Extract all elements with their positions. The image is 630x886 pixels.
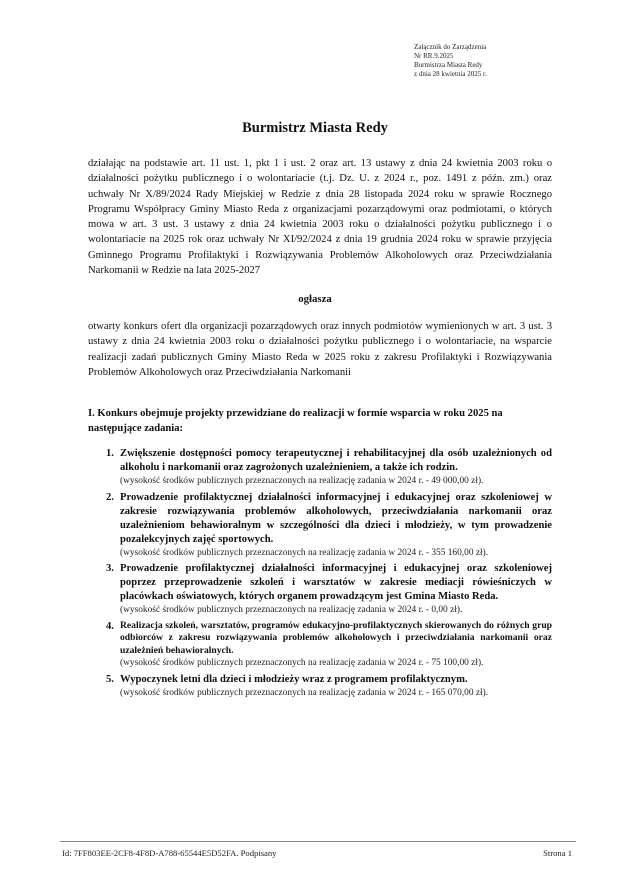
document-id: Id: 7FF803EE-2CF8-4F8D-A788-65544E5D52FA. Podpisany bbox=[62, 848, 277, 858]
task-item bbox=[106, 620, 552, 670]
task-item bbox=[106, 673, 552, 700]
page-number: Strona 1 bbox=[543, 848, 572, 858]
task-number: 5. bbox=[106, 673, 114, 685]
contest-paragraph: otwarty konkurs ofert dla organizacji pozarządowych oraz innych podmiotów wymienionych w art. 3 ust. 3 ustawy z dnia 24 kwietnia 2003 roku o działalności pożytku publicznego i o wolontariacie, na wsparcie realizacji zadań publicznych Gminy Miasto Reda w 2025 roku z zakresu Profilaktyki i Rozwiązywania Problemów Alkoholowych oraz Przeciwdziałania Narkomanii bbox=[88, 321, 552, 378]
task-item bbox=[106, 491, 552, 560]
task-item bbox=[106, 562, 552, 617]
task-funding: (wysokość środków publicznych przeznaczonych na realizację zadania w 2024 r. - 165 070,00 zł). bbox=[120, 687, 489, 698]
announce-heading: ogłasza bbox=[298, 293, 332, 305]
footer-divider bbox=[60, 841, 576, 842]
document-title: Burmistrz Miasta Redy bbox=[242, 120, 388, 136]
task-title: Wypoczynek letni dla dzieci i młodzieży wraz z programem profilaktycznym. bbox=[120, 673, 468, 685]
task-funding: (wysokość środków publicznych przeznaczonych na realizację zadania w 2024 r. - 49 000,00 zł). bbox=[120, 476, 484, 486]
task-funding: (wysokość środków publicznych przeznaczonych na realizację zadania w 2024 r. - 0,00 zł). bbox=[120, 605, 463, 615]
section-heading: I. Konkurs obejmuje projekty przewidziane do realizacji w formie wsparcia w roku 2025 na następujące zadania: bbox=[88, 408, 503, 434]
task-number: 4. bbox=[106, 620, 114, 632]
task-number: 1. bbox=[106, 448, 114, 459]
task-title: Prowadzenie profilaktycznej działalności informacyjnej i edukacyjnej oraz szkoleniowej poprzez przeprowadzenie szkoleń i warsztatów w zakresie mediacji rówieśniczych w placówkach oświatowych, których organem prowadzącym jest Gmina Miasto Reda. bbox=[120, 563, 552, 602]
task-funding: (wysokość środków publicznych przeznaczonych na realizację zadania w 2024 r. - 75 100,00 zł). bbox=[120, 658, 484, 668]
attachment-note bbox=[414, 43, 604, 79]
attachment-line: Załącznik do Zarządzenia bbox=[414, 43, 487, 51]
legal-basis-paragraph: działając na podstawie art. 11 ust. 1, pkt 1 i ust. 2 oraz art. 13 ustawy z dnia 24 kwietnia 2003 roku o działalności pożytku publicznego i o wolontariacie (t.j. Dz. U. z 2024 r., poz. 1491 z późn. zm.) oraz uchwały Nr X/89/2024 Rady Miejskiej w Redzie z dnia 28 listopada 2024 roku w sprawie Rocznego Programu Współpracy Gminy Miasto Reda z organizacjami pozarządowymi oraz podmiotami, o których mowa w art. 3 ust. 3 ustawy z dnia 24 kwietnia 2003 roku o działalności pożytku publicznego i o wolontariacie na 2025 rok oraz uchwały Nr XI/92/2024 z dnia 19 grudnia 2024 roku w sprawie przyjęcia Gminnego Programu Profilaktyki i Rozwiązywania Problemów Alkoholowych oraz Przeciwdziałania Narkomanii w Redzie na lata 2025-2027 bbox=[88, 158, 552, 277]
task-title: Zwiększenie dostępności pomocy terapeutycznej i rehabilitacyjnej dla osób uzależnionych od alkoholu i narkomanii oraz zagrożonych uzależnieniem, a także ich rodzin. bbox=[120, 448, 552, 473]
task-number: 3. bbox=[106, 563, 114, 574]
task-title: Prowadzenie profilaktycznej działalności informacyjnej i edukacyjnej oraz szkoleniowej w zakresie rozwiązywania problemów alkoholowych, przeciwdziałania narkomanii oraz uzależnieniom behawioralnym w szczególności dla dzieci i młodzieży, w tym prowadzenie pozalekcyjnych zajęć sportowych. bbox=[120, 491, 552, 545]
task-list bbox=[106, 447, 552, 702]
task-item bbox=[106, 447, 552, 488]
task-title: Realizacja szkoleń, warsztatów, programów edukacyjno-profilaktycznych skierowanych do różnych grup odbiorców z zakresu rozwiązywania problemów alkoholowych i przeciwdziałania narkomanii oraz uzależnień behawioralnych. bbox=[120, 619, 552, 656]
attachment-line: Nr RR.9.2025 bbox=[414, 52, 454, 60]
task-funding: (wysokość środków publicznych przeznaczonych na realizację zadania w 2024 r. - 355 160,00 zł). bbox=[120, 547, 489, 558]
task-number: 2. bbox=[106, 491, 114, 503]
attachment-line: z dnia 28 kwietnia 2025 r. bbox=[414, 70, 487, 78]
attachment-line: Burmistrza Miasta Redy bbox=[414, 61, 483, 69]
